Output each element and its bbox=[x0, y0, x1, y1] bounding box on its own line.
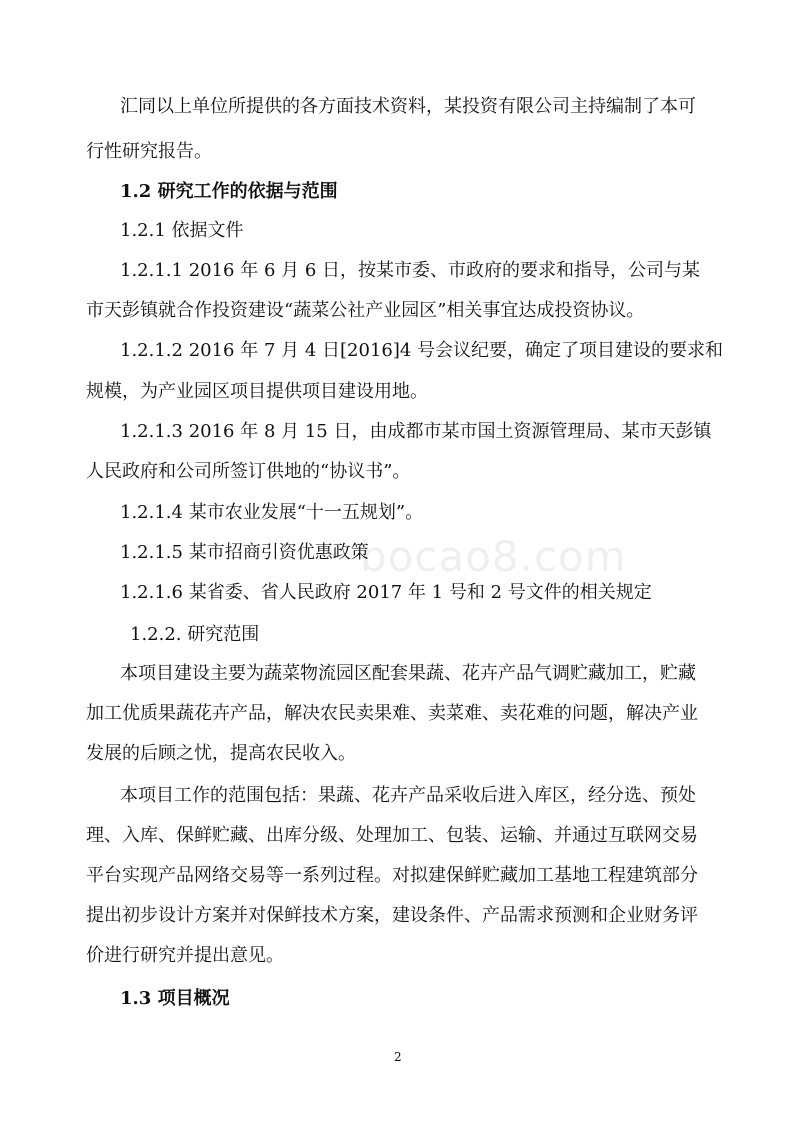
item-1-2-1-1-line-1: 1.2.1.1 2016 年 6 月 6 日，按某市委、市政府的要求和指导，公司与某 bbox=[120, 260, 701, 281]
watermark: bocao8.com bbox=[360, 532, 627, 581]
section-heading-1-2: 1.2 研究工作的依据与范围 bbox=[120, 181, 338, 202]
page-number: 2 bbox=[394, 1050, 402, 1064]
paragraph-scope-2-line-2: 理、入库、保鲜贮藏、出库分级、处理加工、包装、运输、并通过互联网交易 bbox=[86, 825, 698, 846]
paragraph-scope-1-line-3: 发展的后顾之忧，提高农民收入。 bbox=[86, 743, 356, 764]
item-1-2-1-4: 1.2.1.4 某市农业发展“十一五规划”。 bbox=[120, 502, 424, 523]
section-heading-1-3: 1.3 项目概况 bbox=[120, 988, 230, 1009]
paragraph-scope-1-line-1: 本项目建设主要为蔬菜物流园区配套果蔬、花卉产品气调贮藏加工，贮藏 bbox=[120, 663, 696, 684]
subsection-heading-1-2-2: 1.2.2. 研究范围 bbox=[130, 624, 260, 645]
paragraph-intro-line-1: 汇同以上单位所提供的各方面技术资料，某投资有限公司主持编制了本可 bbox=[120, 96, 696, 117]
item-1-2-1-3-line-2: 人民政府和公司所签订供地的“协议书”。 bbox=[86, 461, 411, 482]
item-1-2-1-3-line-1: 1.2.1.3 2016 年 8 月 15 日，由成都市某市国土资源管理局、某市天彭镇 bbox=[120, 421, 712, 442]
item-1-2-1-5: 1.2.1.5 某市招商引资优惠政策 bbox=[120, 542, 369, 563]
item-1-2-1-2-line-2: 规模，为产业园区项目提供项目建设用地。 bbox=[86, 381, 428, 402]
paragraph-scope-2-line-5: 价进行研究并提出意见。 bbox=[86, 945, 284, 966]
paragraph-intro-line-2: 行性研究报告。 bbox=[86, 141, 212, 162]
item-1-2-1-2-line-1: 1.2.1.2 2016 年 7 月 4 日[2016]4 号会议纪要，确定了项目建设的要求和 bbox=[120, 340, 724, 361]
paragraph-scope-1-line-2: 加工优质果蔬花卉产品，解决农民卖果难、卖菜难、卖花难的问题，解决产业 bbox=[86, 703, 698, 724]
item-1-2-1-1-line-2: 市天彭镇就合作投资建设“蔬菜公社产业园区”相关事宜达成投资协议。 bbox=[86, 300, 645, 321]
paragraph-scope-2-line-4: 提出初步设计方案并对保鲜技术方案，建设条件、产品需求预测和企业财务评 bbox=[86, 905, 698, 926]
item-1-2-1-6: 1.2.1.6 某省委、省人民政府 2017 年 1 号和 2 号文件的相关规定 bbox=[120, 582, 652, 603]
paragraph-scope-2-line-3: 平台实现产品网络交易等一系列过程。对拟建保鲜贮藏加工基地工程建筑部分 bbox=[86, 865, 698, 886]
subsection-heading-1-2-1: 1.2.1 依据文件 bbox=[120, 220, 244, 241]
paragraph-scope-2-line-1: 本项目工作的范围包括：果蔬、花卉产品采收后进入库区，经分选、预处 bbox=[120, 785, 696, 806]
